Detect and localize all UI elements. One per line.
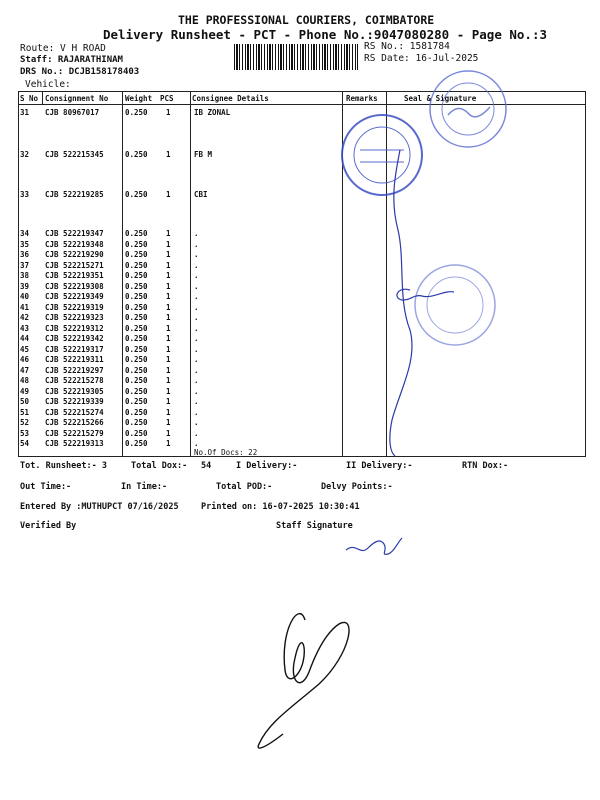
row-sno: 50 — [20, 397, 30, 406]
row-pcs: 1 — [166, 334, 171, 343]
row-weight: 0.250 — [125, 150, 148, 159]
rs-date: RS Date: 16-Jul-2025 — [364, 53, 479, 64]
row-weight: 0.250 — [125, 260, 148, 270]
entered-by: Entered By :MUTHUPCT 07/16/2025 — [20, 502, 179, 512]
row-sno: 49 — [20, 386, 30, 396]
col-sno: S No — [20, 94, 39, 103]
col-weight: Weight — [125, 94, 153, 103]
row-sno: 40 — [20, 292, 30, 301]
row-pcs: 1 — [166, 397, 171, 406]
row-consignee: . — [194, 271, 199, 280]
row-consignment-no: CJB 522219311 — [45, 355, 104, 364]
row-sno: 31 — [20, 108, 30, 117]
row-consignee: . — [194, 365, 199, 375]
row-consignment-no: CJB 522219317 — [45, 344, 104, 354]
col-consignment: Consignment No — [45, 94, 109, 103]
vehicle: Vehicle: — [25, 79, 71, 90]
row-weight: 0.250 — [125, 365, 148, 375]
rtn-dox: RTN Dox:- — [462, 461, 509, 471]
row-weight: 0.250 — [125, 292, 148, 301]
row-sno: 46 — [20, 355, 30, 364]
row-weight: 0.250 — [125, 313, 148, 322]
row-consignee: . — [194, 428, 199, 438]
row-pcs: 1 — [166, 250, 171, 259]
row-consignee: . — [194, 376, 199, 385]
row-sno: 43 — [20, 323, 30, 333]
row-pcs: 1 — [166, 260, 171, 270]
row-consignee: . — [194, 302, 199, 312]
row-consignment-no: CJB 522219339 — [45, 397, 104, 406]
total-dox-value: 54 — [201, 461, 212, 471]
row-sno: 47 — [20, 365, 30, 375]
row-weight: 0.250 — [125, 108, 148, 117]
row-pcs: 1 — [166, 108, 171, 117]
row-consignment-no: CJB 522219323 — [45, 313, 104, 322]
row-sno: 48 — [20, 376, 30, 385]
row-sno: 35 — [20, 239, 30, 249]
row-consignment-no: CJB 522215271 — [45, 260, 104, 270]
row-sno: 41 — [20, 302, 30, 312]
row-consignee: . — [194, 397, 199, 406]
row-weight: 0.250 — [125, 376, 148, 385]
row-sno: 33 — [20, 190, 30, 199]
row-weight: 0.250 — [125, 397, 148, 406]
row-weight: 0.250 — [125, 271, 148, 280]
row-sno: 51 — [20, 407, 30, 417]
row-consignee: IB ZONAL — [194, 108, 231, 117]
row-weight: 0.250 — [125, 302, 148, 312]
row-consignment-no: CJB 522219349 — [45, 292, 104, 301]
row-consignee: . — [194, 355, 199, 364]
row-consignee: . — [194, 418, 199, 427]
delvy-points: Delvy Points:- — [321, 482, 393, 492]
row-consignment-no: CJB 522219290 — [45, 250, 104, 259]
row-consignment-no: CJB 522219351 — [45, 271, 104, 280]
row-consignment-no: CJB 522219297 — [45, 365, 104, 375]
row-consignee: . — [194, 292, 199, 301]
row-consignee: . — [194, 439, 199, 448]
ii-delivery: II Delivery:- — [346, 461, 413, 471]
row-consignee: . — [194, 334, 199, 343]
row-pcs: 1 — [166, 281, 171, 291]
row-consignment-no: CJB 522219348 — [45, 239, 104, 249]
row-consignment-no: CJB 522215274 — [45, 407, 104, 417]
pen-loop — [397, 289, 454, 300]
row-weight: 0.250 — [125, 407, 148, 417]
row-sno: 37 — [20, 260, 30, 270]
row-pcs: 1 — [166, 355, 171, 364]
row-consignment-no: CJB 80967017 — [45, 108, 100, 117]
row-consignee: . — [194, 281, 199, 291]
row-pcs: 1 — [166, 313, 171, 322]
row-consignee: CBI — [194, 190, 208, 199]
row-consignee: . — [194, 313, 199, 322]
row-weight: 0.250 — [125, 229, 148, 238]
staff-signature-mark — [346, 538, 402, 554]
row-pcs: 1 — [166, 190, 171, 199]
row-sno: 52 — [20, 418, 30, 427]
row-weight: 0.250 — [125, 190, 148, 199]
out-time: Out Time:- — [20, 482, 72, 492]
row-weight: 0.250 — [125, 428, 148, 438]
row-weight: 0.250 — [125, 355, 148, 364]
row-consignment-no: CJB 522219313 — [45, 439, 104, 448]
col-remarks: Remarks — [346, 94, 378, 103]
row-consignee: . — [194, 323, 199, 333]
row-weight: 0.250 — [125, 250, 148, 259]
drs-no: DRS No.: DCJB158178403 — [20, 67, 140, 77]
verified-by: Verified By — [20, 521, 77, 531]
row-pcs: 1 — [166, 418, 171, 427]
row-pcs: 1 — [166, 271, 171, 280]
round-stamp-middle — [415, 265, 495, 345]
pen-stroke — [390, 150, 412, 456]
row-consignee: . — [194, 250, 199, 259]
row-sno: 36 — [20, 250, 30, 259]
rs-no: RS No.: 1581784 — [364, 41, 450, 52]
row-pcs: 1 — [166, 407, 171, 417]
row-weight: 0.250 — [125, 439, 148, 448]
row-sno: 34 — [20, 229, 30, 238]
row-pcs: 1 — [166, 365, 171, 375]
row-consignee: . — [194, 239, 199, 249]
row-sno: 42 — [20, 313, 30, 322]
row-sno: 45 — [20, 344, 30, 354]
row-consignment-no: CJB 522215278 — [45, 376, 104, 385]
row-weight: 0.250 — [125, 386, 148, 396]
total-dox: Total Dox:- — [131, 461, 188, 471]
document-title: THE PROFESSIONAL COURIERS, COIMBATORE — [178, 13, 435, 27]
row-pcs: 1 — [166, 439, 171, 448]
row-weight: 0.250 — [125, 334, 148, 343]
row-consignee: . — [194, 386, 199, 396]
row-consignment-no: CJB 522219347 — [45, 229, 104, 238]
row-consignment-no: CJB 522219319 — [45, 302, 104, 312]
no-of-docs: No.Of Docs: 22 — [194, 448, 258, 457]
document-subtitle: Delivery Runsheet - PCT - Phone No.:9047080280 - Page No.:3 — [103, 27, 548, 42]
row-pcs: 1 — [166, 376, 171, 385]
row-consignee: . — [194, 344, 199, 354]
bank-stamp-icon — [342, 115, 422, 195]
row-consignment-no: CJB 522219342 — [45, 334, 104, 343]
in-time: In Time:- — [121, 482, 168, 492]
row-pcs: 1 — [166, 229, 171, 238]
route: Route: V H ROAD — [20, 43, 106, 54]
row-sno: 54 — [20, 439, 30, 448]
col-seal: Seal & Signature — [404, 94, 477, 103]
row-consignment-no: CJB 522219312 — [45, 323, 104, 333]
row-consignment-no: CJB 522215279 — [45, 428, 104, 438]
row-consignment-no: CJB 522215345 — [45, 150, 104, 159]
col-consignee: Consignee Details — [192, 94, 269, 103]
row-weight: 0.250 — [125, 239, 148, 249]
staff: Staff: RAJARATHINAM — [20, 55, 123, 65]
row-pcs: 1 — [166, 302, 171, 312]
row-sno: 53 — [20, 428, 30, 438]
row-weight: 0.250 — [125, 418, 148, 427]
round-stamp-top — [430, 71, 506, 147]
row-pcs: 1 — [166, 344, 171, 354]
row-sno: 32 — [20, 150, 30, 159]
row-weight: 0.250 — [125, 281, 148, 291]
row-consignee: . — [194, 260, 199, 270]
i-delivery: I Delivery:- — [236, 461, 298, 471]
row-consignment-no: CJB 522215266 — [45, 418, 104, 427]
row-pcs: 1 — [166, 386, 171, 396]
row-pcs: 1 — [166, 323, 171, 333]
printed-on: Printed on: 16-07-2025 10:30:41 — [201, 502, 360, 512]
staff-signature-label: Staff Signature — [276, 521, 353, 531]
row-consignee: . — [194, 407, 199, 417]
row-consignment-no: CJB 522219308 — [45, 281, 104, 291]
row-pcs: 1 — [166, 292, 171, 301]
row-consignment-no: CJB 522219285 — [45, 190, 104, 199]
tot-runsheet: Tot. Runsheet:- 3 — [20, 461, 107, 471]
large-signature — [258, 614, 349, 748]
row-sno: 44 — [20, 334, 30, 343]
row-consignment-no: CJB 522219305 — [45, 386, 104, 396]
row-pcs: 1 — [166, 239, 171, 249]
row-weight: 0.250 — [125, 323, 148, 333]
row-consignee: . — [194, 229, 199, 238]
row-weight: 0.250 — [125, 344, 148, 354]
row-pcs: 1 — [166, 150, 171, 159]
row-sno: 39 — [20, 281, 30, 291]
row-pcs: 1 — [166, 428, 171, 438]
row-sno: 38 — [20, 271, 30, 280]
total-pod: Total POD:- — [216, 482, 273, 492]
row-consignee: FB M — [194, 150, 213, 159]
col-pcs: PCS — [160, 94, 174, 103]
